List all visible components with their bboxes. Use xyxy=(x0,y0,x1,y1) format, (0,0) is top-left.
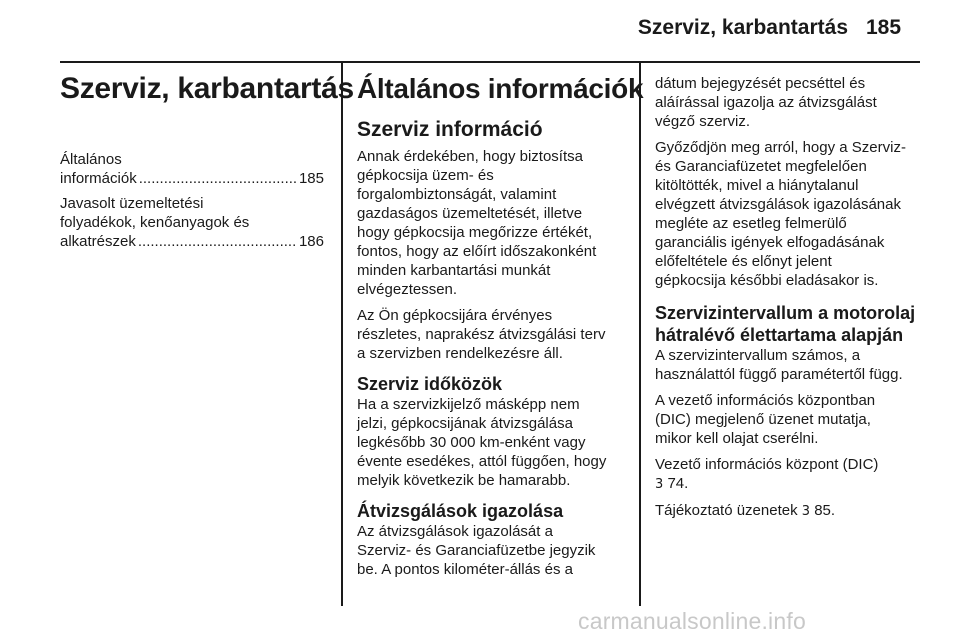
toc-leader-dots xyxy=(138,232,297,251)
text-line: elvégzett átvizsgálások igazolásának xyxy=(655,196,901,213)
paragraph xyxy=(655,74,927,131)
text-line: mikor kell olajat cserélni. xyxy=(655,430,819,447)
text-line: Ha a szervizkijelző másképp nem xyxy=(357,396,580,413)
text-line: Az Ön gépkocsijára érvényes xyxy=(357,307,553,324)
subsection-heading-service-info: Szerviz információ xyxy=(357,118,543,141)
text-line: és Garanciafüzetet megfelelően xyxy=(655,158,867,175)
subsection-heading-oil-life xyxy=(655,302,927,346)
text-line xyxy=(655,501,927,521)
toc-entry-page: 185 xyxy=(298,170,324,187)
text-line: aláírással igazolja az átvizsgálást xyxy=(655,94,877,111)
toc-entry-page: 186 xyxy=(298,233,324,250)
text-line: Az átvizsgálások igazolását a xyxy=(357,523,553,540)
toc-entry-label: Általános információk xyxy=(60,151,137,187)
watermark: carmanualsonline.info xyxy=(578,608,806,634)
cross-reference-page: 85. xyxy=(814,502,836,519)
text-line: gépkocsija későbbi eladásakor is. xyxy=(655,272,879,289)
chapter-title: Szerviz, karbantartás xyxy=(60,72,354,105)
text-line: Vezető információs központ (DIC) xyxy=(655,456,879,473)
text-line: gépkocsija üzem- és xyxy=(357,167,494,184)
text-line: részletes, naprakész átvizsgálási terv xyxy=(357,326,606,343)
subsection-heading-service-intervals: Szerviz időközök xyxy=(357,374,503,394)
text-line: Szerviz- és Garanciafüzetbe jegyzik xyxy=(357,542,596,559)
column-divider xyxy=(341,62,343,606)
text-line: évente esedékes, attól függően, hogy xyxy=(357,453,607,470)
text-line: Annak érdekében, hogy biztosítsa xyxy=(357,148,583,165)
text-line: megléte az esetleg felmerülő xyxy=(655,215,847,232)
page-reference-icon: 3 xyxy=(801,504,811,519)
table-of-contents xyxy=(60,150,324,251)
toc-entry[interactable] xyxy=(60,194,324,251)
text-line: előfeltétele és előnyt jelent xyxy=(655,253,832,270)
text-line: (DIC) megjelenő üzenet mutatja, xyxy=(655,411,871,428)
text-line: A vezető információs központban xyxy=(655,392,876,409)
text-line: végző szerviz. xyxy=(655,113,751,130)
text-line: a szervizben rendelkezésre áll. xyxy=(357,345,563,362)
heading-line: Szervizintervallum a motorolaj xyxy=(655,303,916,323)
running-header-title: Szerviz, karbantartás xyxy=(637,16,848,39)
column-3-text xyxy=(655,74,927,528)
toc-entry-label-line: alkatrészek xyxy=(60,233,136,250)
text-line: be. A pontos kilométer-állás és a xyxy=(357,561,573,578)
column-2-text xyxy=(357,117,627,586)
text-segment: Tájékoztató üzenetek xyxy=(655,502,798,519)
paragraph xyxy=(655,501,927,521)
text-line: legkésőbb 30 000 km-enként vagy xyxy=(357,434,586,451)
text-line: Győződjön meg arról, hogy a Szerviz- xyxy=(655,139,906,156)
paragraph xyxy=(357,306,627,363)
cross-reference[interactable] xyxy=(802,502,835,519)
cross-reference-page: 74. xyxy=(667,475,689,492)
column-divider xyxy=(639,62,641,606)
toc-leader-dots xyxy=(139,169,297,188)
paragraph xyxy=(357,395,627,490)
toc-entry-label-line: Javasolt üzemeltetési xyxy=(60,195,204,212)
page-reference-icon: 3 xyxy=(655,477,664,492)
text-line: fontos, hogy az előírt időszakonként xyxy=(357,243,597,260)
toc-entry-label-line: folyadékok, kenőanyagok és xyxy=(60,214,250,231)
page-number: 185 xyxy=(866,16,902,39)
text-line: elvégeztessen. xyxy=(357,281,458,298)
cross-reference[interactable] xyxy=(655,474,927,494)
paragraph xyxy=(655,346,927,384)
text-line: hogy gépkocsija megőrizze értékét, xyxy=(357,224,593,241)
text-line: melyik következik be hamarabb. xyxy=(357,472,571,489)
text-line: gazdaságos üzemeltetését, illetve xyxy=(357,205,583,222)
subsection-heading-inspection-confirmation: Átvizsgálások igazolása xyxy=(357,501,564,521)
section-heading: Általános információk xyxy=(357,73,644,104)
text-line: jelzi, gépkocsijának átvizsgálása xyxy=(357,415,573,432)
paragraph xyxy=(655,455,927,494)
text-line: dátum bejegyzését pecséttel és xyxy=(655,75,866,92)
text-line: kitöltötték, mivel a hiánytalanul xyxy=(655,177,859,194)
paragraph xyxy=(357,522,627,579)
paragraph xyxy=(357,147,627,299)
paragraph xyxy=(655,138,927,290)
text-line: minden karbantartási munkát xyxy=(357,262,551,279)
heading-line: hátralévő élettartama alapján xyxy=(655,325,904,345)
text-line: forgalombiztonságát, valamint xyxy=(357,186,557,203)
header-rule xyxy=(60,61,920,63)
text-line: használattól függő paramétertől függ. xyxy=(655,366,903,383)
text-line: garanciális igények elfogadásának xyxy=(655,234,885,251)
paragraph xyxy=(655,391,927,448)
toc-entry[interactable] xyxy=(60,150,324,188)
text-line: A szervizintervallum számos, a xyxy=(655,347,861,364)
